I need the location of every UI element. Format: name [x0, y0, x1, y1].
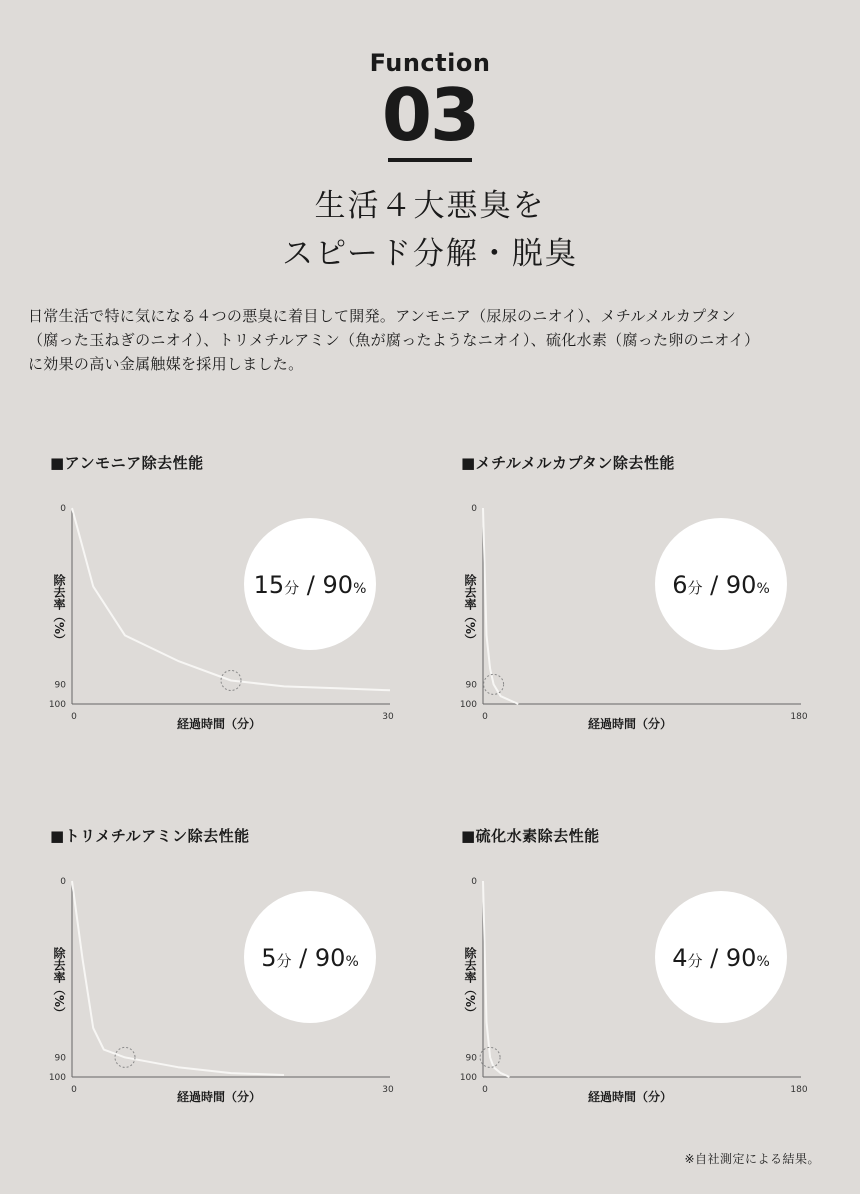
x-axis-label: 経過時間（分）: [176, 1090, 262, 1104]
y-tick-label: 0: [471, 504, 477, 514]
x-axis-label: 経過時間（分）: [176, 717, 262, 731]
callout-text: [261, 944, 359, 972]
y-tick-label: 90: [54, 1053, 66, 1064]
function-header: [0, 48, 860, 162]
y-tick-label: 0: [60, 504, 66, 514]
y-tick-label: 100: [459, 700, 477, 710]
removal-curve: [483, 508, 518, 704]
chart-plot: [461, 825, 831, 1125]
y-tick-label: 100: [459, 1073, 477, 1083]
intro-line-2: （腐った玉ねぎのニオイ）、トリメチルアミン（魚が腐ったようなニオイ）、硫化水素（腐った卵のニオイ）: [28, 331, 760, 349]
headline-line-1: 生活４大悪臭を: [314, 188, 546, 224]
footnote: ※自社測定による結果。: [684, 1152, 820, 1166]
y-tick-label: 90: [465, 680, 477, 691]
function-number: 03: [381, 73, 479, 157]
x-tick-label: 180: [790, 712, 808, 722]
y-tick-label: 100: [48, 700, 66, 710]
intro-text: [28, 304, 834, 376]
chart-plot: [50, 825, 420, 1125]
callout-part: 90: [322, 571, 354, 599]
x-axis-label: 経過時間（分）: [587, 1090, 673, 1104]
callout-text: [672, 571, 770, 599]
callout-part: %: [345, 954, 359, 970]
chart-hydrogen-sulfide: [461, 825, 831, 1125]
x-tick-label: 180: [790, 1085, 808, 1095]
x-axis-label: 経過時間（分）: [587, 717, 673, 731]
intro-line-1: 日常生活で特に気になる４つの悪臭に着目して開発。アンモニア（尿尿のニオイ）、メチルメルカプタン: [28, 307, 737, 325]
y-tick-label: 90: [54, 680, 66, 691]
callout-part: 分: [276, 952, 292, 970]
callout-text: [672, 944, 770, 972]
x-tick-label: 30: [382, 712, 394, 722]
function-underline: [388, 158, 472, 162]
y-tick-label: 90: [465, 1053, 477, 1064]
callout-part: 6: [672, 571, 688, 599]
callout-part: 90: [725, 571, 757, 599]
callout-part: /: [702, 571, 726, 599]
callout-part: 4: [672, 944, 688, 972]
removal-curve: [483, 881, 510, 1077]
callout-part: /: [299, 571, 323, 599]
intro-line-3: に効果の高い金属触媒を採用しました。: [28, 355, 304, 373]
callout-text: [254, 571, 367, 599]
x-tick-label: 0: [71, 1085, 77, 1095]
function-label: Function: [369, 49, 491, 77]
x-tick-label: 30: [382, 1085, 394, 1095]
callout-part: /: [702, 944, 726, 972]
callout-part: %: [756, 954, 770, 970]
y-axis-label: 除去率（%）: [52, 574, 66, 647]
chart-title: ■メチルメルカプタン除去性能: [461, 454, 675, 472]
headline: [0, 182, 860, 278]
headline-line-2: スピード分解・脱臭: [282, 236, 578, 272]
callout-part: /: [291, 944, 315, 972]
callout-part: 分: [687, 579, 703, 597]
y-axis-label: 除去率（%）: [463, 574, 477, 647]
callout-part: 5: [261, 944, 277, 972]
y-tick-label: 100: [48, 1073, 66, 1083]
callout-part: %: [353, 581, 367, 597]
y-axis-label: 除去率（%）: [463, 947, 477, 1020]
y-tick-label: 0: [60, 877, 66, 887]
callout-part: 15: [253, 571, 285, 599]
x-tick-label: 0: [71, 712, 77, 722]
callout-part: 分: [687, 952, 703, 970]
y-axis-label: 除去率（%）: [52, 947, 66, 1020]
x-tick-label: 0: [482, 712, 488, 722]
chart-title: ■アンモニア除去性能: [50, 454, 204, 472]
chart-title: ■トリメチルアミン除去性能: [50, 827, 250, 845]
chart-plot: [50, 452, 420, 752]
callout-part: 分: [284, 579, 300, 597]
callout-part: %: [756, 581, 770, 597]
chart-title: ■硫化水素除去性能: [461, 827, 600, 845]
x-tick-label: 0: [482, 1085, 488, 1095]
chart-trimethylamine: [50, 825, 420, 1125]
callout-part: 90: [314, 944, 346, 972]
callout-part: 90: [725, 944, 757, 972]
chart-plot: [461, 452, 831, 752]
y-tick-label: 0: [471, 877, 477, 887]
chart-methyl-mercaptan: [461, 452, 831, 752]
chart-ammonia: [50, 452, 420, 752]
